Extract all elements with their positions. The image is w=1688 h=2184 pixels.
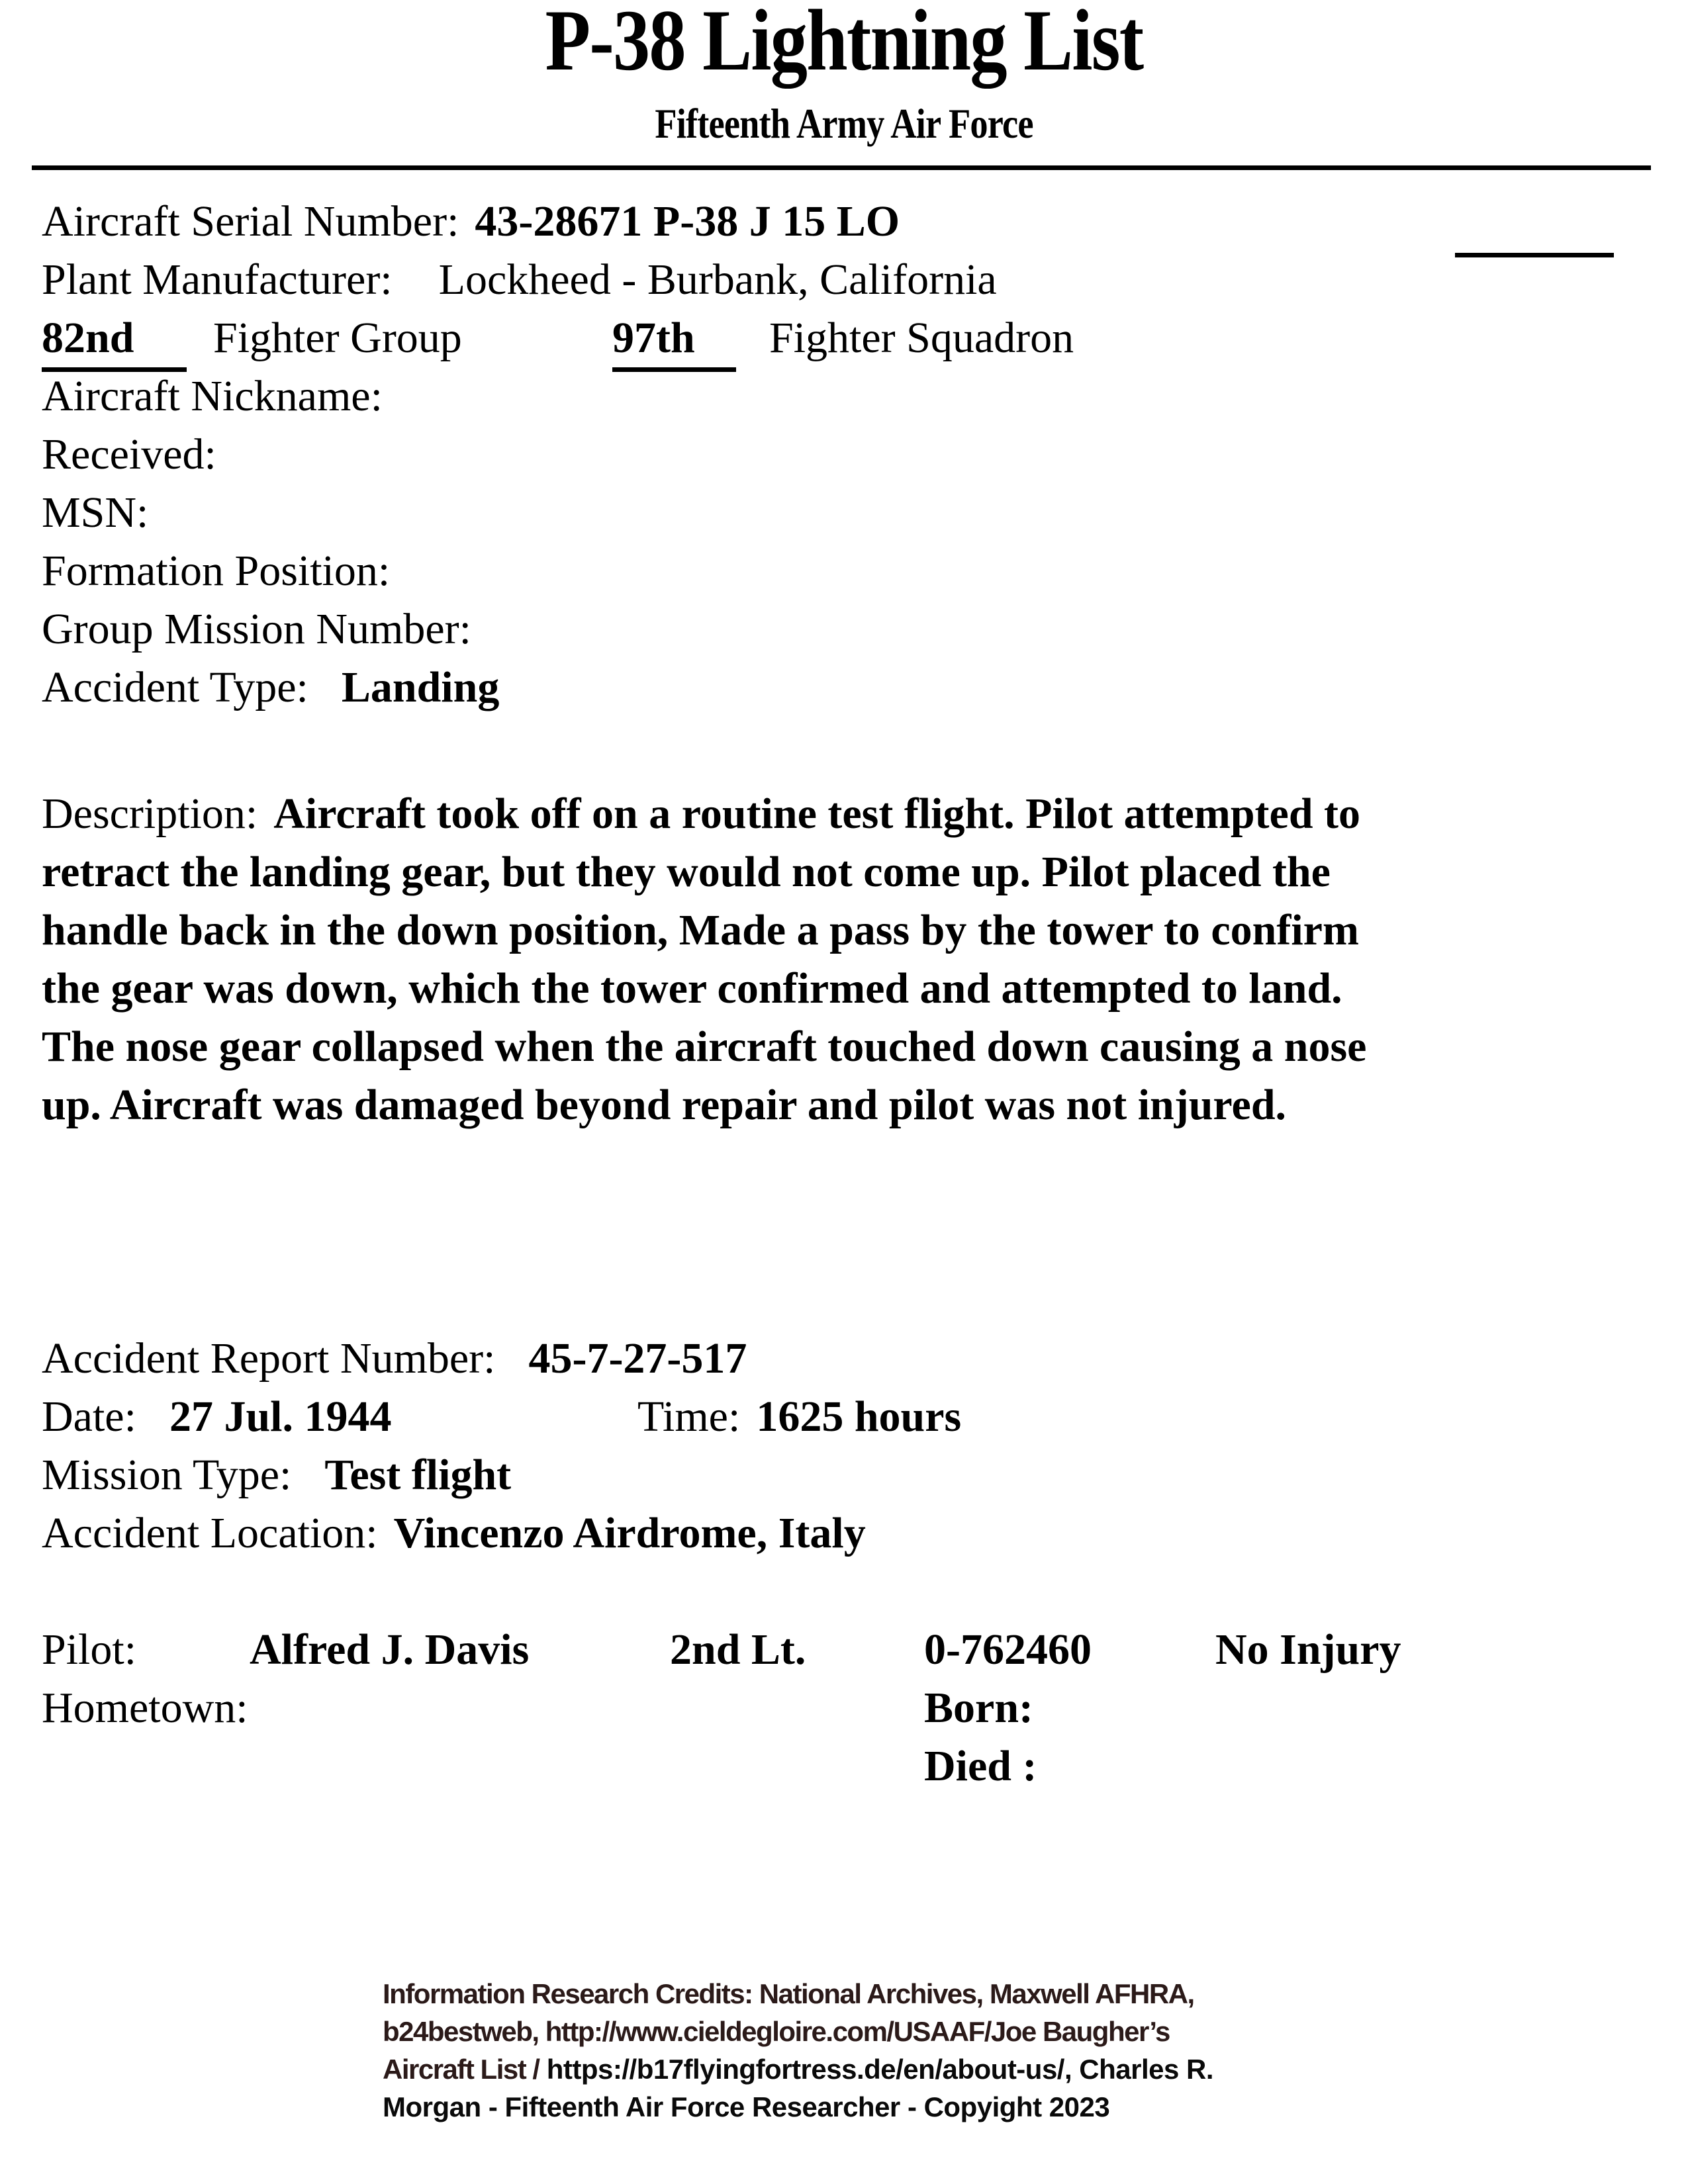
field-mission-type: [42, 1448, 511, 1503]
formation-position-label: Formation Position:: [42, 547, 391, 595]
pilot-name: Alfred J. Davis: [250, 1625, 530, 1674]
field-accident-type: [42, 660, 499, 715]
born-label: Born:: [924, 1684, 1033, 1732]
credits-line-1: Information Research Credits: National Archives, Maxwell AFHRA,: [383, 1978, 1194, 2009]
accident-report-number-label: Accident Report Number:: [42, 1334, 496, 1383]
msn-label: MSN:: [42, 488, 149, 537]
field-plant-manufacturer: [42, 253, 997, 308]
field-group-mission-number: [42, 602, 471, 657]
aircraft-nickname-label: Aircraft Nickname:: [42, 372, 383, 420]
pilot-label: Pilot:: [42, 1625, 137, 1674]
field-aircraft-serial: [42, 195, 900, 250]
fighter-squadron-label: Fighter Squadron: [769, 314, 1074, 362]
died-label: Died :: [924, 1742, 1037, 1790]
fighter-squadron-number: 97th: [612, 311, 736, 372]
field-formation-position: [42, 544, 390, 599]
description-line-2: retract the landing gear, but they would not come up. Pilot placed the: [42, 848, 1331, 896]
serial-blank-line: [1455, 253, 1614, 257]
pilot-rank: 2nd Lt.: [670, 1625, 806, 1674]
date-field: [42, 1390, 391, 1445]
aircraft-serial-label: Aircraft Serial Number:: [42, 197, 459, 246]
mission-type-value: Test flight: [324, 1451, 512, 1499]
pilot-serial-number: 0-762460: [924, 1625, 1092, 1674]
date-label: Date:: [42, 1392, 136, 1441]
description-line-1: [42, 787, 1360, 842]
fighter-group-label: Fighter Group: [213, 314, 462, 362]
time-field: [637, 1390, 961, 1445]
credits-line-3: [383, 2053, 1213, 2086]
received-label: Received:: [42, 430, 216, 478]
header-divider: [32, 165, 1651, 170]
accident-type-value: Landing: [341, 663, 500, 711]
field-msn: [42, 486, 148, 541]
credits-line-3-source: Aircraft List /: [383, 2054, 539, 2085]
description-line-6: up. Aircraft was damaged beyond repair and pilot was not injured.: [42, 1081, 1287, 1129]
accident-type-label: Accident Type:: [42, 663, 308, 711]
field-accident-location: [42, 1506, 866, 1561]
hometown-label: Hometown:: [42, 1684, 248, 1732]
group-mission-number-label: Group Mission Number:: [42, 605, 471, 653]
description-line-5: The nose gear collapsed when the aircraft touched down causing a nose: [42, 1023, 1367, 1071]
accident-location-value: Vincenzo Airdrome, Italy: [393, 1509, 866, 1557]
credits-line-4: Morgan - Fifteenth Air Force Researcher - Copyight 2023: [383, 2091, 1110, 2122]
field-aircraft-nickname: [42, 369, 383, 424]
page-title: P-38 Lightning List: [545, 0, 1143, 89]
accident-report-number-value: 45-7-27-517: [528, 1334, 747, 1383]
aircraft-serial-value: 43-28671 P-38 J 15 LO: [475, 197, 900, 246]
field-accident-report-number: [42, 1332, 747, 1387]
date-value: 27 Jul. 1944: [169, 1392, 392, 1441]
description-label: Description:: [42, 790, 258, 838]
page-subtitle: Fifteenth Army Air Force: [655, 100, 1033, 147]
credits-line-3-url: https://b17flyingfortress.de/en/about-us/, Charles R.: [539, 2054, 1214, 2085]
time-label: Time:: [637, 1392, 741, 1441]
plant-manufacturer-value: Lockheed - Burbank, California: [438, 255, 997, 304]
accident-location-label: Accident Location:: [42, 1509, 378, 1557]
plant-manufacturer-label: Plant Manufacturer:: [42, 255, 393, 304]
time-value: 1625 hours: [756, 1392, 962, 1441]
description-text: Aircraft took off on a routine test flight. Pilot attempted to: [273, 790, 1361, 838]
fighter-group-number: 82nd: [42, 311, 187, 372]
credits-line-2: b24bestweb, http://www.cieldegloire.com/USAAF/Joe Baugher’s: [383, 2016, 1170, 2047]
pilot-injury-status: No Injury: [1215, 1625, 1401, 1674]
mission-type-label: Mission Type:: [42, 1451, 292, 1499]
description-line-3: handle back in the down position, Made a pass by the tower to confirm: [42, 906, 1359, 954]
description-line-4: the gear was down, which the tower confirmed and attempted to land.: [42, 964, 1342, 1013]
field-received: [42, 428, 216, 482]
